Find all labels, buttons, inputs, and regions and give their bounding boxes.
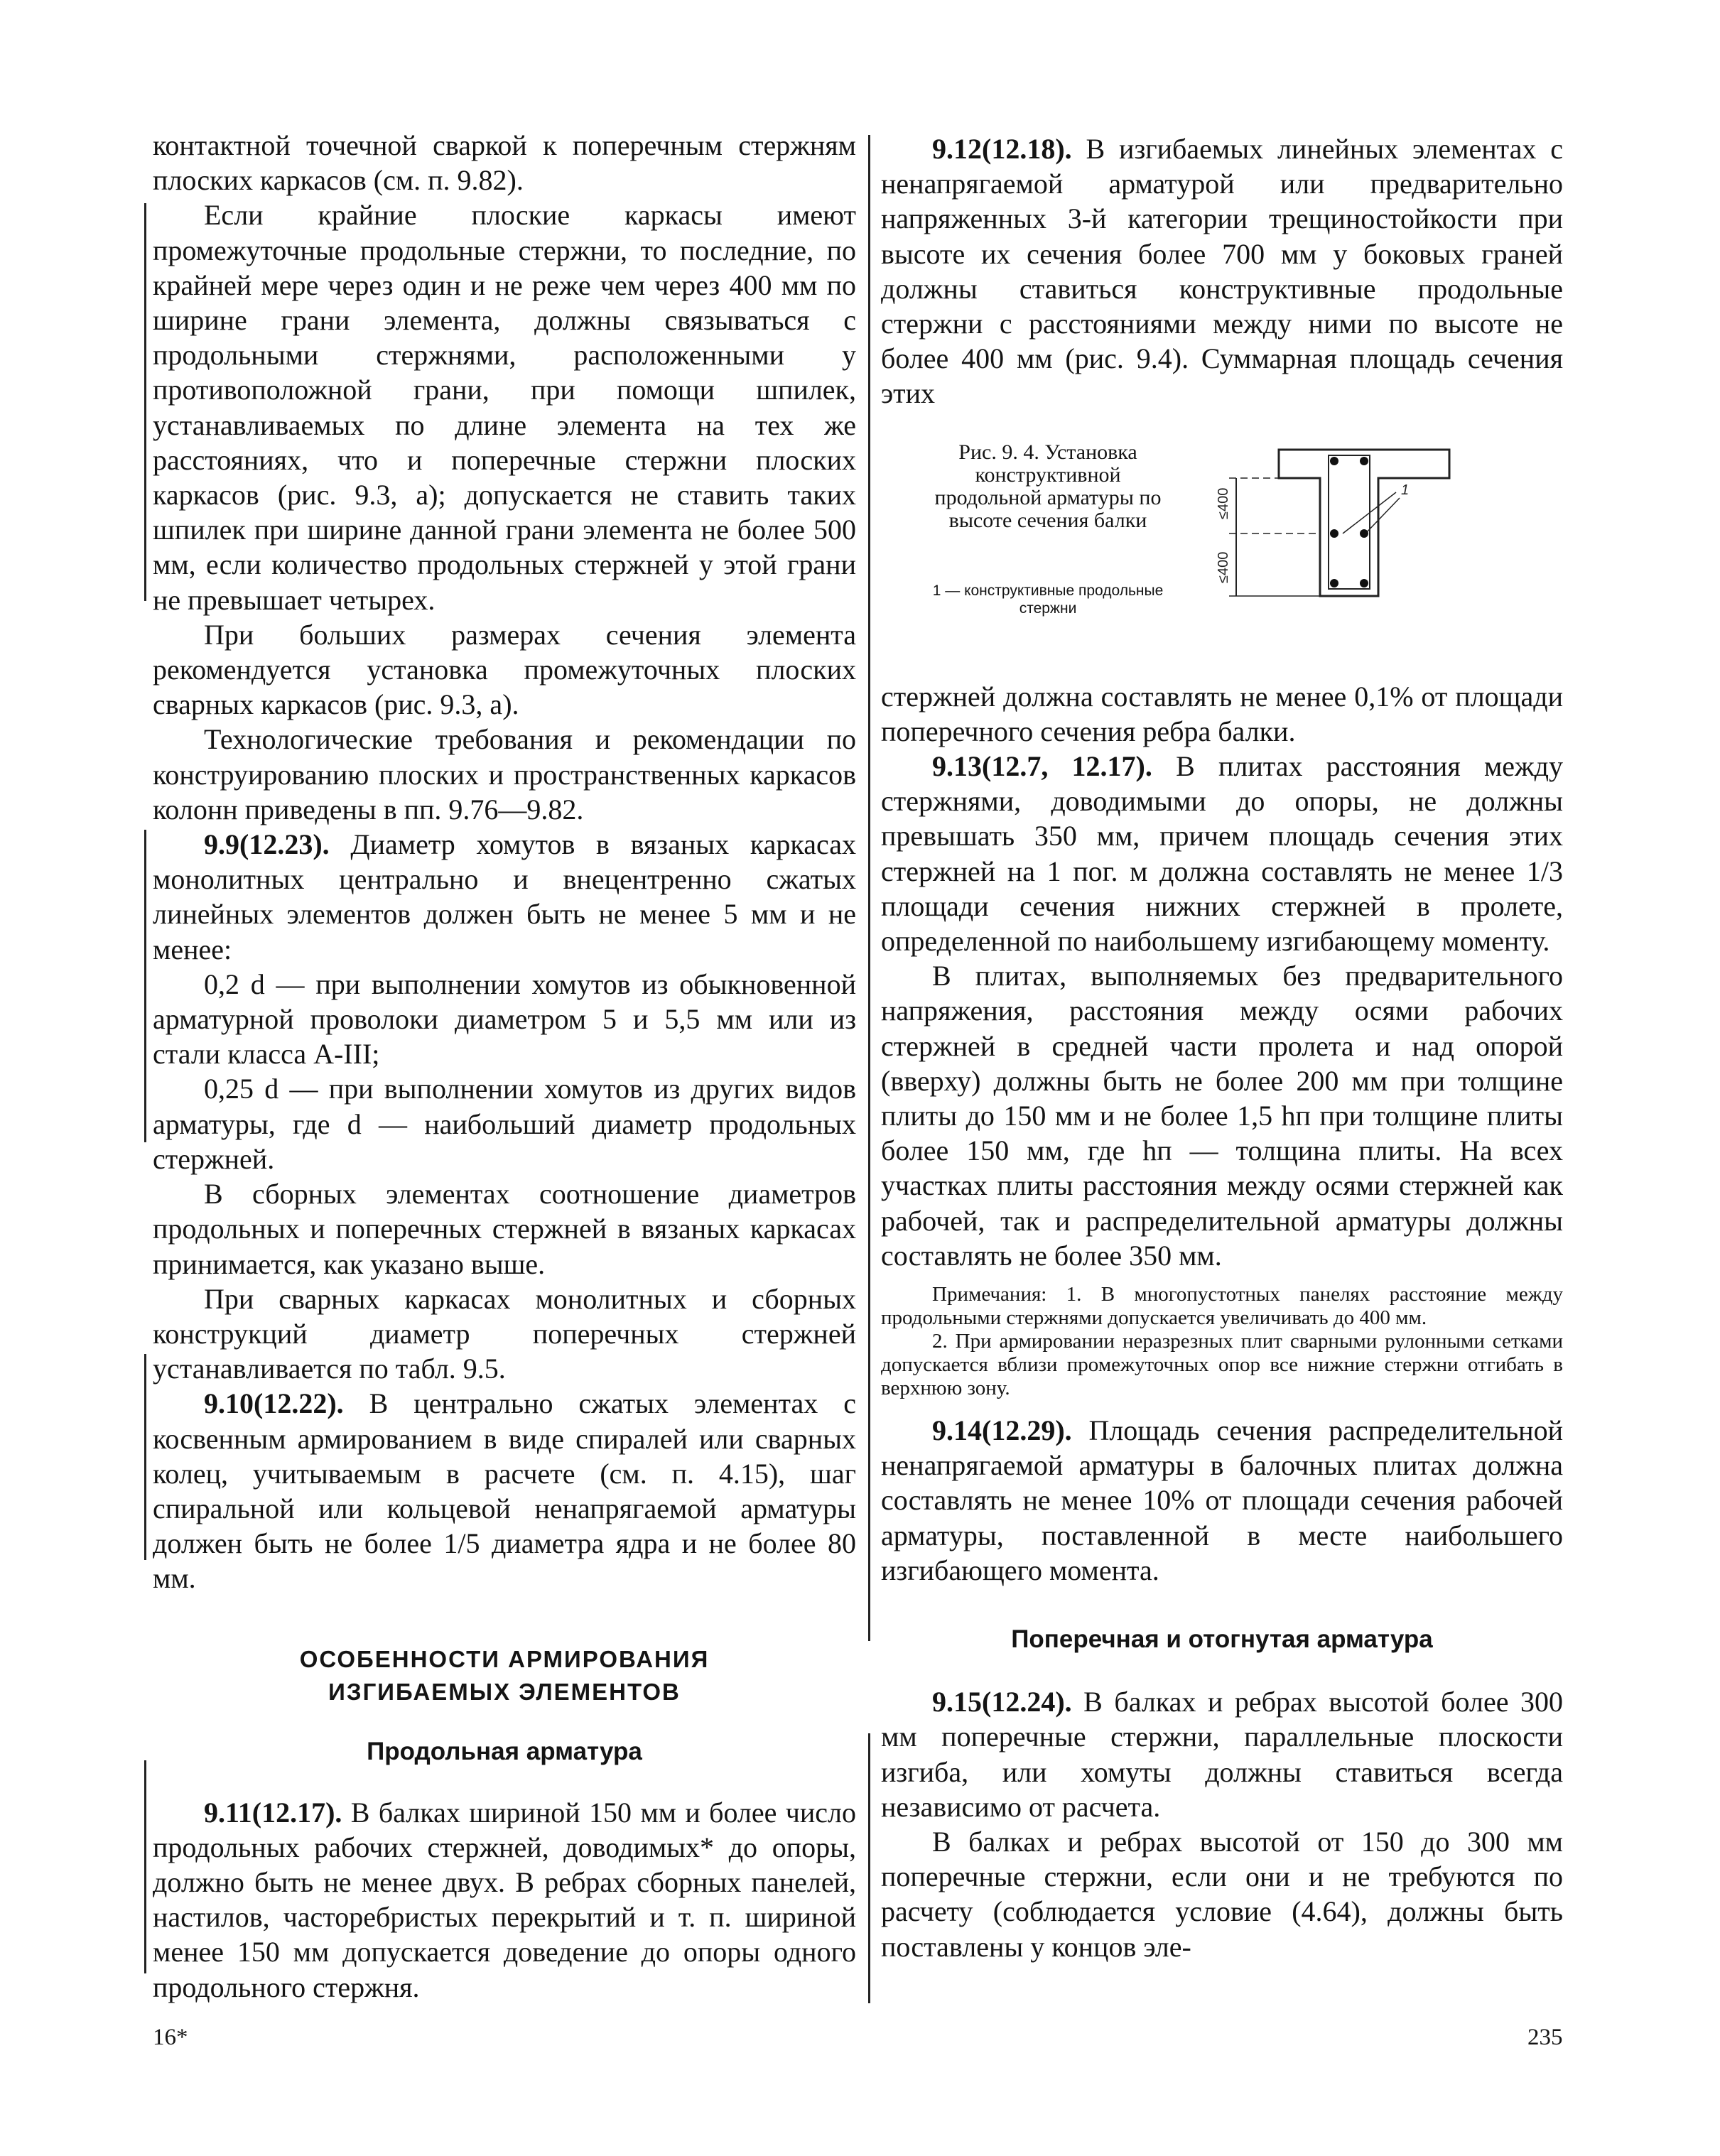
paragraph: контактной точечной сваркой к поперечным стержням плоских каркасов (см. п. 9.82).: [153, 129, 856, 197]
clause-number: 9.12(12.18).: [932, 133, 1072, 165]
page-signature: 16*: [153, 2025, 188, 2050]
page-number: 235: [1527, 2025, 1563, 2050]
paragraph: стержней должна составлять не менее 0,1% от площади поперечного сечения ребра балки.: [881, 680, 1563, 747]
rebar-dot: [1330, 457, 1338, 465]
rebar-dot: [1330, 579, 1338, 587]
left-column: [153, 128, 856, 2005]
paragraph: В балках и ребрах высотой от 150 до 300 мм поперечные стержни, если они и не требуются по расчету (соблюдается условие (4.64), должны быть поставлены у концов эле-: [881, 1825, 1563, 1963]
paragraph: При сварных каркасах монолитных и сборных конструкций диаметр поперечных стержней устанавливается по табл. 9.5.: [153, 1282, 856, 1385]
clause-9-14: 9.14(12.29). Площадь сечения распределительной ненапрягаемой арматуры в балочных плитах должна составлять не менее 10% от площади сечения рабочей арматуры, поставленной в месте наибольшего изгибающего момента.: [881, 1414, 1563, 1586]
callout-label: 1: [1401, 482, 1410, 498]
clause-number: 9.10(12.22).: [204, 1387, 344, 1420]
dimension-label: ≤400: [1216, 551, 1231, 583]
clause-9-12: 9.12(12.18). В изгибаемых линейных элементах с ненапрягаемой арматурой или предварительно напряженных 3-й категории трещиностойкости при высоте их сечения более 700 мм у боковых граней должны ставиться конструктивные продольные стержни с расстояниями между ними по высоте не более 400 мм (рис. 9.4). Суммарная площадь сечения этих: [881, 133, 1563, 410]
section-title: ИЗГИБАЕМЫХ ЭЛЕМЕНТОВ: [328, 1678, 681, 1705]
clause-number: 9.14(12.29).: [932, 1414, 1072, 1447]
paragraph: 0,25 d — при выполнении хомутов из других видов арматуры, где d — наибольший диаметр продольных стержней.: [153, 1073, 856, 1175]
clause-9-9: 9.9(12.23). Диаметр хомутов в вязаных каркасах монолитных центрально и внецентренно сжатых линейных элементов должен быть не менее 5 мм и не менее:: [153, 828, 856, 965]
clause-9-13: 9.13(12.7, 12.17). В плитах расстояния между стержнями, доводимыми до опоры, не должны превышать 350 мм, причем площадь сечения этих стержней на 1 пог. м должна составлять не менее 1/3 площади сечения нижних стержней в пролете, определенной по наибольшему изгибающему моменту.: [881, 750, 1564, 958]
margin-bar: [144, 1354, 146, 1560]
paragraph: Технологические требования и рекомендации по конструированию плоских и пространственных каркасов колонн приведены в пп. 9.76—9.82.: [153, 723, 856, 825]
paragraph: 0,2 d — при выполнении хомутов из обыкновенной арматурной проволоки диаметром 5 и 5,5 мм или из стали класса А-III;: [153, 968, 856, 1071]
rebar-dot: [1360, 579, 1368, 587]
margin-bar: [144, 203, 146, 601]
paragraph: При больших размерах сечения элемента рекомендуется установка промежуточных плоских сварных каркасов (рис. 9.3, а).: [153, 618, 856, 721]
paragraph: В сборных элементах соотношение диаметров продольных и поперечных стержней в вязаных каркасах принимается, как указано выше.: [153, 1178, 856, 1280]
clause-9-10: 9.10(12.22). В центрально сжатых элементах с косвенным армированием в виде спиралей или сварных колец, учитываемым в расчете (см. п. 4.15), шаг спиральной или кольцевой ненапрягаемой арматуры должен быть не более 1/5 диаметра ядра и не более 80 мм.: [153, 1387, 856, 1595]
clause-number: 9.11(12.17).: [204, 1796, 342, 1829]
paragraph: Если крайние плоские каркасы имеют промежуточные продольные стержни, то последние, по крайней мере через один и не реже чем через 400 мм по ширине грани элемента, должны связываться с продольными стержнями, расположенными у противоположной грани, при помощи шпилек, устанавливаемых по длине элемента на тех же расстояниях, что и поперечные стержни плоских каркасов (рис. 9.3, а); допускается не ставить таких шпилек при ширине данной грани элемента не более 500 мм, если количество продольных стержней у этой грани не превышает четырех.: [153, 199, 856, 616]
figure-9-4: [881, 441, 1563, 658]
figure-caption: Рис. 9. 4. Установка конструктивной продольной арматуры по высоте сечения балки: [934, 440, 1162, 532]
margin-bar: [868, 1733, 870, 2003]
clause-number: 9.9(12.23).: [204, 828, 330, 861]
margin-bar: [144, 830, 146, 1142]
note: 2. При армировании неразрезных плит сварными рулонными сетками допускается вблизи промежуточных опор все нижние стержни отгибать в верхнюю зону.: [881, 1330, 1563, 1400]
dimension-label: ≤400: [1216, 487, 1231, 519]
beam-section-diagram: [1201, 441, 1471, 626]
note: Примечания: 1. В многопустотных панелях расстояние между продольными стержнями допускается увеличивать до 400 мм.: [881, 1283, 1563, 1330]
rebar-dot: [1360, 457, 1368, 465]
subsection-title: Продольная арматура: [367, 1737, 642, 1765]
figure-legend: 1 — конструктивные продольные стержни: [932, 582, 1164, 617]
margin-bar: [868, 135, 870, 1641]
clause-number: 9.15(12.24).: [932, 1686, 1072, 1718]
margin-bar: [144, 1760, 146, 1973]
subsection-title: Поперечная и отогнутая арматура: [1011, 1625, 1433, 1654]
rebar-dot: [1360, 529, 1368, 538]
clause-9-11: 9.11(12.17). В балках шириной 150 мм и более число продольных рабочих стержней, доводимых* до опоры, должно быть не менее двух. В ребрах сборных панелей, настилов, часторебристых перекрытий и т. п. шириной менее 150 мм допускается доведение до опоры одного продольного стержня.: [153, 1796, 856, 2003]
clause-number: 9.13(12.7, 12.17).: [932, 750, 1152, 783]
clause-9-15: 9.15(12.24). В балках и ребрах высотой более 300 мм поперечные стержни, параллельные плоскости изгиба, или хомуты должны ставиться всегда независимо от расчета.: [881, 1686, 1563, 1823]
section-title: ОСОБЕННОСТИ АРМИРОВАНИЯ: [299, 1645, 710, 1672]
right-column: [881, 131, 1563, 1964]
rebar-dot: [1330, 529, 1338, 538]
paragraph: В плитах, выполняемых без предварительного напряжения, расстояния между осями рабочих стержней в средней части пролета и над опорой (вверху) должны быть не более 200 мм при толщине плиты до 150 мм и не более 1,5 hп при толщине плиты более 150 мм, где hп — толщина плиты. На всех участках плиты расстояния между осями стержней как рабочей, так и распределительной арматуры должны составлять не более 350 мм.: [881, 960, 1563, 1272]
